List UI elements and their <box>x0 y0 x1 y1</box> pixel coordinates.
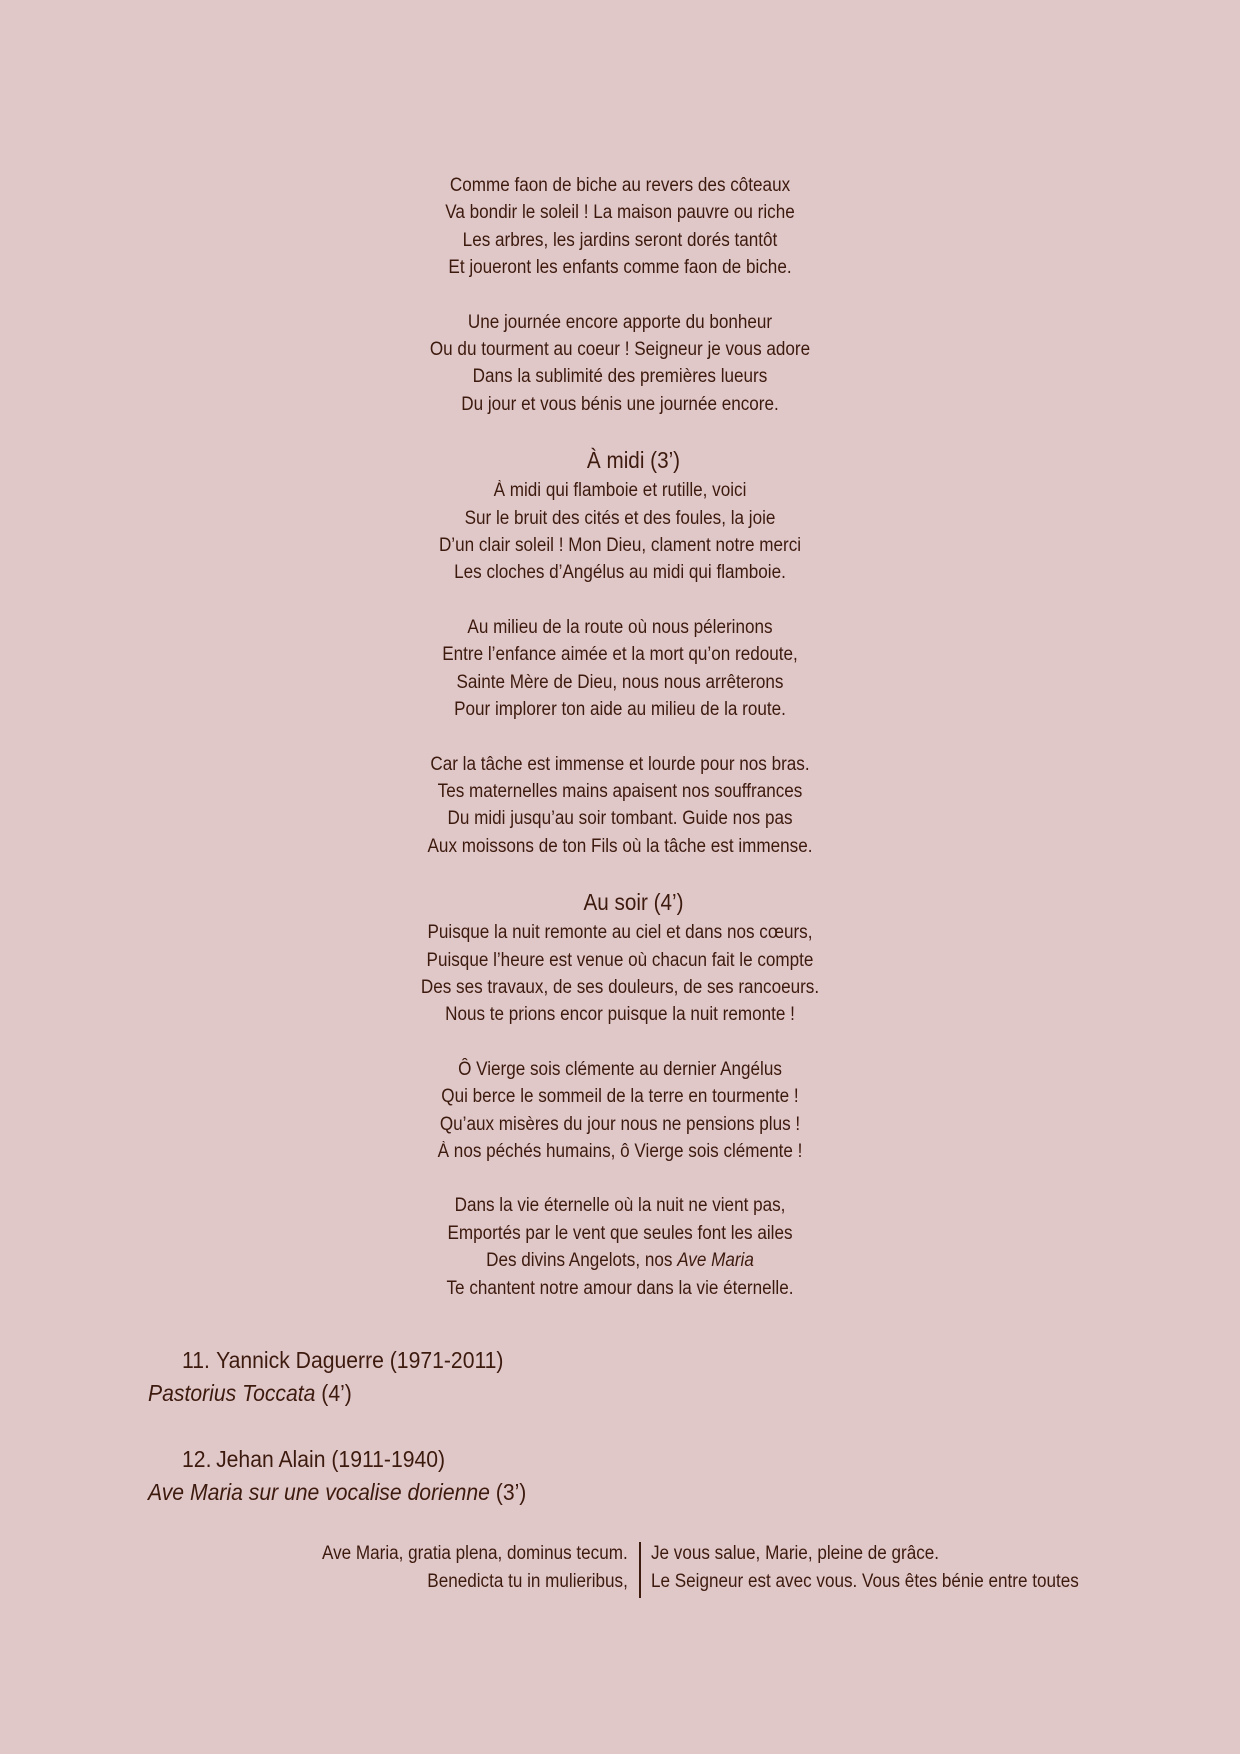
work-title <box>148 1476 1068 1509</box>
composer-name: Yannick Daguerre (1971-2011) <box>216 1347 504 1373</box>
poem-line: Comme faon de biche au revers des côteaux <box>449 175 791 196</box>
work-title <box>148 1377 1068 1410</box>
poem-line: Une journée encore apporte du bonheur <box>467 311 773 333</box>
poem-line: Dans la vie éternelle où la nuit ne vient pas, <box>454 1195 786 1217</box>
poem-stanza <box>0 614 1240 724</box>
poem-line-italic: Ave Maria <box>677 1250 754 1272</box>
poem-stanza <box>0 477 1240 587</box>
program-item-heading <box>148 1344 1068 1377</box>
poem <box>0 172 1240 1329</box>
latin-line: Ave Maria, gratia plena, dominus tecum. <box>322 1543 628 1564</box>
poem-line: Va bondir le soleil ! La maison pauvre ou riche <box>445 202 795 224</box>
poem-line: Sur le bruit des cités et des foules, la joie <box>464 507 776 529</box>
poem-line: Tes maternelles mains apaisent nos souffrances <box>437 780 803 802</box>
poem-line: Car la tâche est immense et lourde pour nos bras. <box>430 753 810 775</box>
poem-line <box>62 1247 1178 1274</box>
poem-line: Ô Vierge sois clémente au dernier Angélus <box>458 1058 782 1080</box>
poem-line: Te chantent notre amour dans la vie éternelle. <box>446 1277 794 1299</box>
poem-line: Ou du tourment au coeur ! Seigneur je vous adore <box>429 339 811 361</box>
poem-line: Puisque l’heure est venue où chacun fait le compte <box>426 949 814 971</box>
program-item-number: 11. <box>182 1347 210 1373</box>
poem-line: Les arbres, les jardins seront dorés tantôt <box>462 229 778 251</box>
poem-line: Entre l’enfance aimée et la mort qu’on redoute, <box>442 644 798 666</box>
poem-line: Emportés par le vent que seules font les ailes <box>447 1222 793 1244</box>
work-duration: (4’) <box>315 1380 352 1406</box>
poem-stanza <box>0 309 1240 419</box>
french-line: Le Seigneur est avec vous. Vous êtes bénie entre toutes <box>651 1571 1079 1592</box>
poem-line: Aux moissons de ton Fils où la tâche est immense. <box>427 835 813 857</box>
poem-line: À nos péchés humains, ô Vierge sois clémente ! <box>437 1140 803 1162</box>
poem-line: D’un clair soleil ! Mon Dieu, clament notre merci <box>438 535 802 557</box>
program-item-number: 12. <box>182 1446 212 1472</box>
bilingual-row <box>0 1568 1240 1596</box>
poem-line: À midi qui flamboie et rutille, voici <box>493 480 747 502</box>
poem-line: Sainte Mère de Dieu, nous nous arrêterons <box>456 671 784 693</box>
work-title-italic: Ave Maria sur une vocalise dorienne <box>148 1479 490 1505</box>
poem-stanza <box>0 1056 1240 1166</box>
program-item-heading <box>148 1443 1068 1476</box>
poem-line: Puisque la nuit remonte au ciel et dans nos cœurs, <box>427 922 813 944</box>
poem-stanza <box>0 172 1240 282</box>
poem-line: Qui berce le sommeil de la terre en tourmente ! <box>441 1086 799 1108</box>
poem-stanza <box>0 919 1240 1029</box>
poem-line: Du midi jusqu’au soir tombant. Guide nos pas <box>447 808 793 830</box>
french-line: Je vous salue, Marie, pleine de grâce. <box>651 1543 940 1564</box>
work-title-italic: Pastorius Toccata <box>148 1380 316 1406</box>
poem-line: Qu’aux misères du jour nous ne pensions plus ! <box>439 1113 801 1135</box>
poem-line: Et joueront les enfants comme faon de biche. <box>448 257 792 279</box>
section-heading-soir: Au soir (4’) <box>583 889 684 916</box>
bilingual-row <box>0 1540 1240 1568</box>
bilingual-text <box>0 1540 1240 1596</box>
column-divider <box>639 1542 641 1598</box>
latin-line: Benedicta tu in mulieribus, <box>427 1571 628 1592</box>
poem-line: Au milieu de la route où nous pélerinons <box>467 616 773 638</box>
poem-line: Du jour et vous bénis une journée encore. <box>461 393 779 415</box>
poem-line-text: Des divins Angelots, nos <box>486 1250 678 1272</box>
poem-stanza <box>0 1192 1240 1302</box>
poem-line: Dans la sublimité des premières lueurs <box>472 366 768 388</box>
program-item-11 <box>148 1344 1148 1410</box>
program-item-12 <box>148 1443 1148 1509</box>
section-heading-midi: À midi (3’) <box>586 447 681 474</box>
poem-line: Pour implorer ton aide au milieu de la route. <box>454 699 786 721</box>
poem-line: Des ses travaux, de ses douleurs, de ses rancoeurs. <box>420 976 820 998</box>
poem-line: Nous te prions encor puisque la nuit remonte ! <box>445 1004 795 1026</box>
poem-line: Les cloches d’Angélus au midi qui flamboie. <box>454 562 786 584</box>
work-duration: (3’) <box>489 1479 527 1505</box>
composer-name: Jehan Alain (1911-1940) <box>216 1446 446 1472</box>
poem-stanza <box>0 751 1240 861</box>
